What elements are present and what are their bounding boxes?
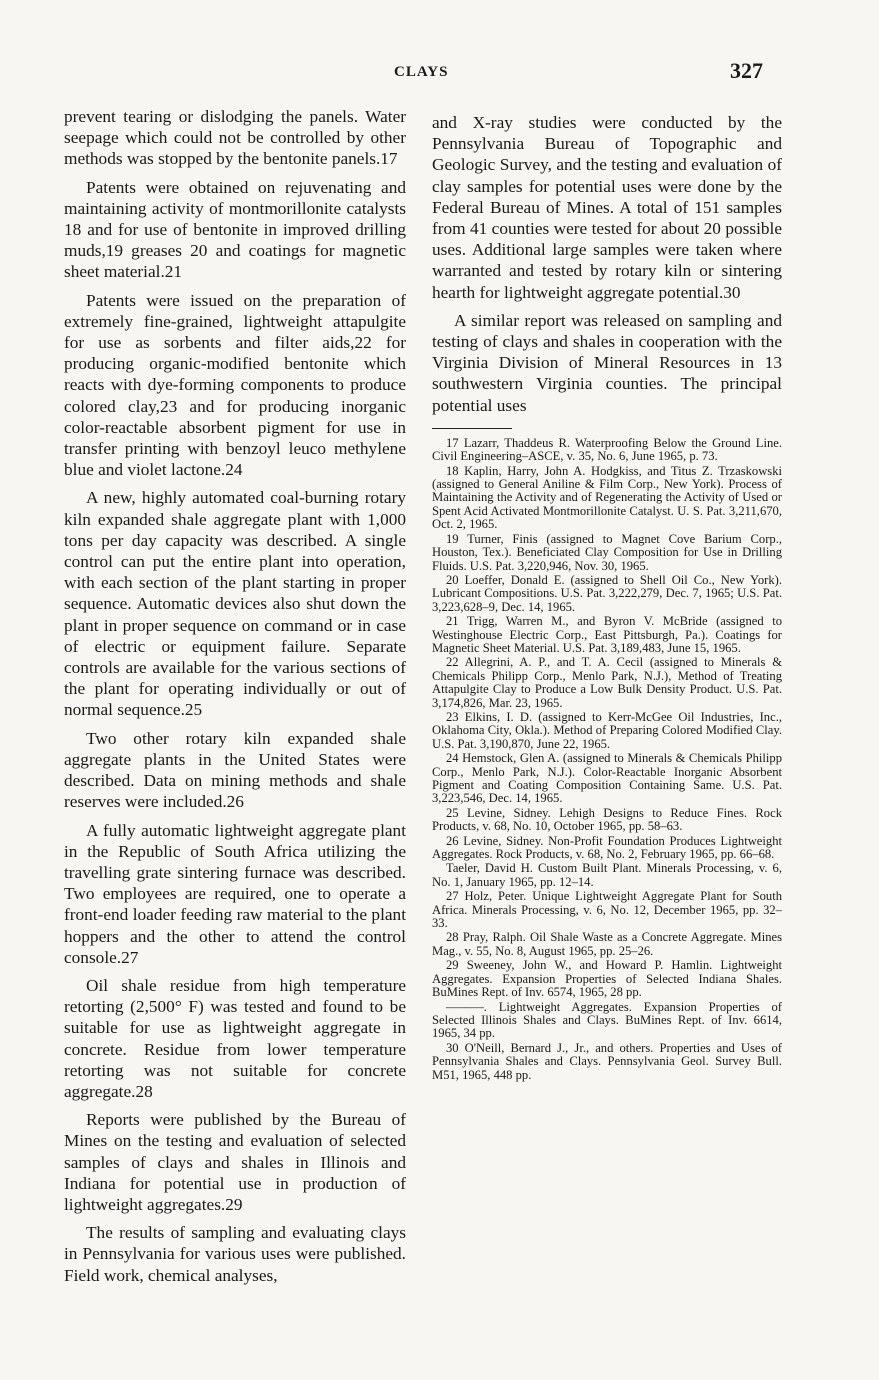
paragraph: prevent tearing or dislodging the panels. Water seepage which could not be controlled by other methods was stopped by the bentonite panels.17 [64, 107, 406, 169]
footnote: 26 Levine, Sidney. Non-Profit Foundation Produces Lightweight Aggregates. Rock Products, v. 68, No. 2, February 1965, pp. 66–68. [432, 833, 782, 862]
paragraph: A new, highly automated coal-burning rotary kiln expanded shale aggregate plant with 1,000 tons per day capacity was described. A single control can put the entire plant into operation, with each section of the plant starting in proper sequence. Automatic devices also shut down the plant in proper sequence on command or in case of electric or equipment failure. Separate controls are available for the various sections of the plant for operating individually or out of normal sequence.25 [64, 488, 406, 720]
footnote: 18 Kaplin, Harry, John A. Hodgkiss, and Titus Z. Trzaskowski (assigned to General Aniline & Film Corp., New York). Process of Maintaining the Activity and of Regenerating the Activity of Used or Spent Acid Activated Montmorillonite Catalyst. U. S. Pat. 3,211,670, Oct. 2, 1965. [432, 463, 782, 532]
left-column [64, 106, 406, 1293]
footnote: 17 Lazarr, Thaddeus R. Waterproofing Below the Ground Line. Civil Engineering–ASCE, v. 35, No. 6, June 1965, p. 73. [432, 435, 782, 464]
paragraph: Patents were issued on the preparation of extremely fine-grained, lightweight attapulgite for use as sorbents and filter aids,22 for producing organic-modified bentonite which reacts with dye-forming components to produce colored clay,23 and for producing inorganic color-reactable absorbent pigment for use in transfer printing with benzoyl leuco methylene blue and violet lactone.24 [64, 290, 406, 480]
footnote-divider [432, 428, 512, 429]
footnote: 28 Pray, Ralph. Oil Shale Waste as a Concrete Aggregate. Mines Mag., v. 55, No. 8, August 1965, pp. 25–26. [432, 930, 782, 958]
paragraph: A fully automatic lightweight aggregate plant in the Republic of South Africa utilizing the travelling grate sintering furnace was described. Two employees are required, one to operate a front-end loader feeding raw material to the plant hoppers and the other to attend the control console.27 [64, 820, 406, 967]
paragraph: Patents were obtained on rejuvenating and maintaining activity of montmorillonite catalysts 18 and for use of bentonite in improved drilling muds,19 greases 20 and coatings for magnetic sheet material.21 [64, 177, 406, 282]
footnote: 20 Loeffer, Donald E. (assigned to Shell Oil Co., New York). Lubricant Compositions. U.S. Pat. 3,222,279, Dec. 7, 1965; U.S. Pat. 3,223,628–9, Dec. 14, 1965. [432, 572, 782, 614]
paragraph: Reports were published by the Bureau of Mines on the testing and evaluation of selected samples of clays and shales in Illinois and Indiana for potential use in production of lightweight aggregates.29 [64, 1110, 406, 1214]
footnote: 29 Sweeney, John W., and Howard P. Hamlin. Lightweight Aggregates. Expansion Properties of Selected Indiana Shales. BuMines Rept. of Inv. 6574, 1965, 28 pp. [432, 958, 782, 1000]
footnotes [432, 437, 782, 1082]
paragraph: The results of sampling and evaluating clays in Pennsylvania for various uses were published. Field work, chemical analyses, [64, 1223, 406, 1285]
paragraph: Oil shale residue from high temperature retorting (2,500° F) was tested and found to be suitable for use as lightweight aggregate in concrete. Residue from lower temperature retorting was not suitable for concrete aggregate.28 [64, 975, 406, 1101]
footnote: 24 Hemstock, Glen A. (assigned to Minerals & Chemicals Philipp Corp., Menlo Park, N.J.). Color-Reactable Inorganic Absorbent Pigment and Coating Composition Containing Same. U.S. Pat. 3,223,546, Dec. 14, 1965. [432, 751, 782, 806]
footnote: 27 Holz, Peter. Unique Lightweight Aggregate Plant for South Africa. Minerals Processing, v. 6, No. 12, December 1965, pp. 32–33. [432, 889, 782, 931]
running-head: CLAYS [394, 64, 449, 80]
paragraph: and X-ray studies were conducted by the Pennsylvania Bureau of Topographic and Geologic Survey, and the testing and evaluation of clay samples for potential uses were done by the Federal Bureau of Mines. A total of 151 samples from 41 counties were tested for about 20 possible uses. Additional large samples were taken where warranted and tested by rotary kiln or sintering hearth for lightweight aggregate potential.30 [432, 113, 782, 302]
footnote: 23 Elkins, I. D. (assigned to Kerr-McGee Oil Industries, Inc., Oklahoma City, Okla.). Method of Preparing Colored Modified Clay. U.S. Pat. 3,190,870, June 22, 1965. [432, 709, 782, 751]
right-column [432, 112, 782, 1083]
footnote: Taeler, David H. Custom Built Plant. Minerals Processing, v. 6, No. 1, January 1965, pp. 12–14. [432, 861, 782, 889]
page-number: 327 [730, 58, 763, 83]
footnote: 25 Levine, Sidney. Lehigh Designs to Reduce Fines. Rock Products, v. 68, No. 10, October 1965, pp. 58–63. [432, 805, 782, 834]
footnote: 21 Trigg, Warren M., and Byron V. McBride (assigned to Westinghouse Electric Corp., East Pittsburgh, Pa.). Coatings for Magnetic Sheet Material. U.S. Pat. 3,189,483, June 15, 1965. [432, 614, 782, 655]
footnote: 22 Allegrini, A. P., and T. A. Cecil (assigned to Minerals & Chemicals Philipp Corp., Menlo Park, N.J.), Method of Treating Attapulgite Clay to Produce a Low Bulk Density Product. U.S. Pat. 3,174,826, Mar. 23, 1965. [432, 655, 782, 710]
paragraph: A similar report was released on sampling and testing of clays and shales in cooperation with the Virginia Division of Mineral Resources in 13 southwestern Virginia counties. The principal potential uses [432, 310, 782, 415]
paragraph: Two other rotary kiln expanded shale aggregate plants in the United States were described. Data on mining methods and shale reserves were included.26 [64, 728, 406, 812]
footnote: 30 O'Neill, Bernard J., Jr., and others. Properties and Uses of Pennsylvania Shales and Clays. Pennsylvania Geol. Survey Bull. M51, 1965, 448 pp. [432, 1040, 782, 1082]
footnote: ———. Lightweight Aggregates. Expansion Properties of Selected Illinois Shales and Clays. BuMines Rept. of Inv. 6614, 1965, 34 pp. [432, 999, 782, 1041]
footnote: 19 Turner, Finis (assigned to Magnet Cove Barium Corp., Houston, Tex.). Beneficiated Clay Composition for Use in Drilling Fluids. U.S. Pat. 3,220,946, Nov. 30, 1965. [432, 531, 782, 573]
